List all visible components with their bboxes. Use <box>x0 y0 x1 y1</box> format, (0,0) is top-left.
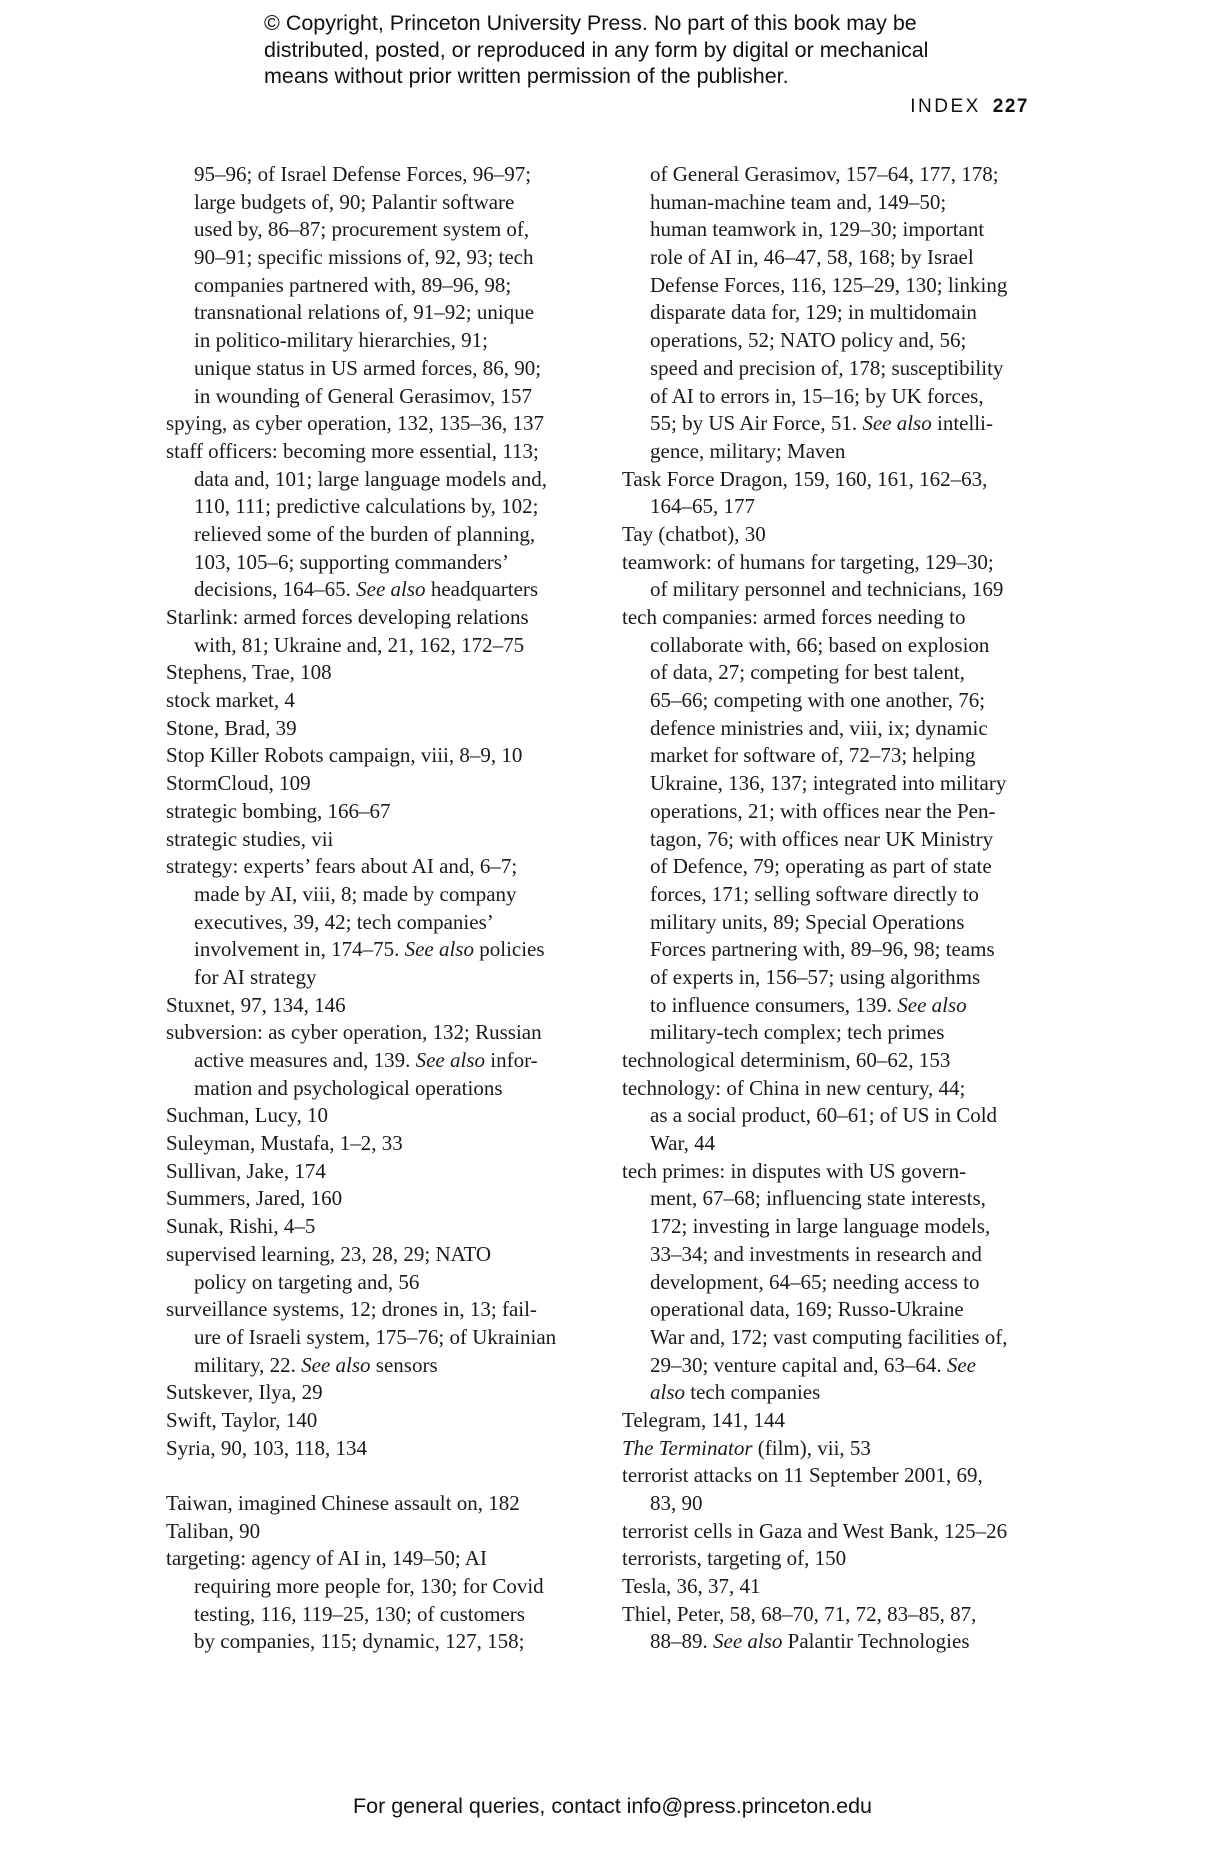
index-subentry-line <box>166 1601 596 1629</box>
index-subentry-line <box>622 659 1052 687</box>
index-text: gence, military; Maven <box>650 438 846 463</box>
index-text: StormCloud, 109 <box>166 771 311 796</box>
index-text: 90–91; specific missions of, 92, 93; tech <box>194 245 534 270</box>
index-subentry-line <box>166 881 596 909</box>
index-text: relieved some of the burden of planning, <box>194 521 536 546</box>
index-text: Sunak, Rishi, 4–5 <box>166 1214 316 1239</box>
index-text: of General Gerasimov, 157–64, 177, 178; <box>650 162 999 186</box>
index-text: 110, 111; predictive calculations by, 102; <box>194 494 539 519</box>
index-cross-reference: See also <box>301 1352 371 1377</box>
copyright-line: © Copyright, Princeton University Press. No part of this book may be <box>264 11 917 35</box>
index-text: Suleyman, Mustafa, 1–2, 33 <box>166 1131 403 1156</box>
index-entry-line <box>166 770 596 798</box>
index-subentry-line <box>622 1490 1052 1518</box>
index-subentry-line <box>622 216 1052 244</box>
index-text: active measures and, 139. <box>194 1048 411 1072</box>
index-text: 103, 105–6; supporting commanders’ <box>194 549 509 574</box>
index-text: executives, 39, 42; tech companies’ <box>194 909 494 934</box>
index-entry-line <box>166 715 596 743</box>
index-text: surveillance systems, 12; drones in, 13; fail- <box>166 1297 537 1322</box>
index-subentry-line <box>166 632 596 660</box>
index-entry-line <box>166 826 596 854</box>
index-text: Taliban, 90 <box>166 1518 261 1543</box>
index-text: military-tech complex; tech primes <box>650 1020 945 1045</box>
index-text: companies partnered with, 89–96, 98; <box>194 272 512 297</box>
index-text: 164–65, 177 <box>650 494 755 519</box>
index-entry-line <box>622 1573 1052 1601</box>
index-subentry-line <box>166 549 596 577</box>
index-text: ure of Israeli system, 175–76; of Ukrainian <box>194 1324 557 1349</box>
index-entry-line <box>622 466 1052 494</box>
index-text: of Defence, 79; operating as part of state <box>650 854 992 879</box>
index-text: Forces partnering with, 89–96, 98; teams <box>650 937 995 962</box>
index-text: military, 22. <box>194 1352 296 1377</box>
index-text: strategy: experts’ fears about AI and, 6–7; <box>166 854 518 879</box>
index-subentry-line <box>622 272 1052 300</box>
index-subentry-line <box>622 1628 1052 1656</box>
index-entry-line <box>166 1296 596 1324</box>
index-subentry-line <box>622 992 1052 1020</box>
index-subentry-line <box>622 327 1052 355</box>
index-subentry-line <box>622 189 1052 217</box>
index-text: with, 81; Ukraine and, 21, 162, 172–75 <box>194 632 525 657</box>
index-subentry-line <box>166 1047 596 1075</box>
index-text: intelli- <box>936 411 993 436</box>
index-text: 65–66; competing with one another, 76; <box>650 688 986 713</box>
index-entry-line <box>166 1158 596 1186</box>
index-subentry-line <box>622 715 1052 743</box>
index-subentry-line <box>166 1075 596 1103</box>
index-subentry-line <box>622 1379 1052 1407</box>
index-subentry-line <box>166 355 596 383</box>
index-text: infor- <box>490 1048 538 1072</box>
index-entry-line <box>622 521 1052 549</box>
index-text: requiring more people for, 130; for Covid <box>194 1574 544 1599</box>
index-subentry-line <box>622 438 1052 466</box>
index-text: Telegram, 141, 144 <box>622 1407 785 1432</box>
index-subentry-line <box>166 1573 596 1601</box>
index-text: ment, 67–68; influencing state interests, <box>650 1186 986 1211</box>
index-text: Stop Killer Robots campaign, viii, 8–9, 10 <box>166 743 523 768</box>
index-entry-line <box>622 1407 1052 1435</box>
index-text: policy on targeting and, 56 <box>194 1269 420 1294</box>
index-subentry-line <box>622 826 1052 854</box>
index-text: development, 64–65; needing access to <box>650 1269 980 1294</box>
index-entry-line <box>166 1379 596 1407</box>
index-text: Sullivan, Jake, 174 <box>166 1158 326 1183</box>
index-text: of military personnel and technicians, 169 <box>650 577 1004 602</box>
index-entry-line <box>166 1435 596 1463</box>
index-subentry-line <box>166 493 596 521</box>
index-entry-line <box>166 604 596 632</box>
index-text: policies <box>479 937 545 962</box>
index-subentry-line <box>166 244 596 272</box>
index-entry-line <box>622 1047 1052 1075</box>
index-subentry-line <box>166 1324 596 1352</box>
index-cross-reference: See also <box>356 577 426 602</box>
index-entry-line <box>622 1462 1052 1490</box>
index-text: as a social product, 60–61; of US in Cold <box>650 1103 998 1128</box>
index-text: stock market, 4 <box>166 688 295 713</box>
index-subentry-line <box>166 1269 596 1297</box>
index-subentry-line <box>166 272 596 300</box>
index-cross-reference: See also <box>713 1629 783 1654</box>
index-subentry-line <box>166 1628 596 1656</box>
index-text: of AI to errors in, 15–16; by UK forces, <box>650 383 984 408</box>
index-text: of experts in, 156–57; using algorithms <box>650 964 981 989</box>
index-subentry-line <box>622 493 1052 521</box>
index-subentry-line <box>622 1269 1052 1297</box>
index-text: supervised learning, 23, 28, 29; NATO <box>166 1241 492 1266</box>
index-text: 33–34; and investments in research and <box>650 1241 982 1266</box>
index-subentry-line <box>622 964 1052 992</box>
index-subentry-line <box>622 1130 1052 1158</box>
footer-contact: For general queries, contact info@press.princeton.edu <box>352 1794 872 1818</box>
index-subentry-line <box>622 687 1052 715</box>
index-subentry-line <box>166 1352 596 1380</box>
index-text: 55; by US Air Force, 51. <box>650 411 858 436</box>
index-subentry-line <box>622 881 1052 909</box>
index-text: 95–96; of Israel Defense Forces, 96–97; <box>194 162 532 186</box>
index-text: military units, 89; Special Operations <box>650 909 965 934</box>
index-text: used by, 86–87; procurement system of, <box>194 217 530 242</box>
index-text: Swift, Taylor, 140 <box>166 1407 318 1432</box>
index-subentry-line <box>622 1324 1052 1352</box>
copyright-line: distributed, posted, or reproduced in any form by digital or mechanical <box>264 37 929 62</box>
index-text: decisions, 164–65. <box>194 577 351 602</box>
index-subentry-line <box>622 853 1052 881</box>
index-entry-line <box>622 1601 1052 1629</box>
index-text: large budgets of, 90; Palantir software <box>194 189 515 214</box>
index-entry-line <box>166 687 596 715</box>
index-entry-line <box>622 1435 1052 1463</box>
index-text: technology: of China in new century, 44; <box>622 1075 966 1100</box>
index-entry-line <box>166 1130 596 1158</box>
index-cross-reference: also <box>650 1380 686 1405</box>
index-subentry-line <box>622 355 1052 383</box>
index-text: transnational relations of, 91–92; unique <box>194 300 535 325</box>
index-entry-line <box>622 1545 1052 1573</box>
index-text: in politico-military hierarchies, 91; <box>194 328 488 353</box>
index-text: Stone, Brad, 39 <box>166 715 297 740</box>
index-subentry-line <box>622 1185 1052 1213</box>
index-subentry-line <box>622 244 1052 272</box>
index-entry-line <box>622 1518 1052 1546</box>
index-subentry-line <box>622 742 1052 770</box>
index-text: speed and precision of, 178; susceptibility <box>650 355 1004 380</box>
index-subentry-line <box>622 383 1052 411</box>
index-text: 83, 90 <box>650 1491 703 1515</box>
index-text: Stephens, Trae, 108 <box>166 660 332 685</box>
copyright-notice <box>264 10 1024 90</box>
index-entry-line <box>166 853 596 881</box>
index-text: Tesla, 36, 37, 41 <box>622 1574 761 1599</box>
index-subentry-line <box>166 576 596 604</box>
index-entry-line <box>622 604 1052 632</box>
index-text: testing, 116, 119–25, 130; of customers <box>194 1601 525 1626</box>
index-subentry-line <box>166 466 596 494</box>
index-text: for AI strategy <box>194 964 317 989</box>
index-entry-line <box>166 438 596 466</box>
index-text: terrorist cells in Gaza and West Bank, 125–26 <box>622 1518 1008 1543</box>
index-entry-line <box>166 659 596 687</box>
index-subentry-line <box>622 1241 1052 1269</box>
index-text: forces, 171; selling software directly to <box>650 881 979 906</box>
index-subentry-line <box>166 521 596 549</box>
index-text: Syria, 90, 103, 118, 134 <box>166 1435 368 1460</box>
index-cross-reference: See also <box>415 1048 485 1072</box>
index-entry-line <box>166 1407 596 1435</box>
index-entry-line <box>166 1019 596 1047</box>
index-text: Stuxnet, 97, 134, 146 <box>166 992 346 1017</box>
index-text: 88–89. <box>650 1629 708 1654</box>
index-text: role of AI in, 46–47, 58, 168; by Israel <box>650 245 974 270</box>
index-text: Taiwan, imagined Chinese assault on, 182 <box>166 1491 520 1515</box>
index-text: defence ministries and, viii, ix; dynamic <box>650 715 988 740</box>
index-entry-line <box>622 1075 1052 1103</box>
index-text: strategic bombing, 166–67 <box>166 798 391 823</box>
index-entry-line <box>166 1545 596 1573</box>
index-text: teamwork: of humans for targeting, 129–30; <box>622 549 994 574</box>
index-text: tech companies <box>690 1380 821 1405</box>
index-text: market for software of, 72–73; helping <box>650 743 976 768</box>
index-text: tech primes: in disputes with US govern- <box>622 1158 967 1183</box>
index-text: mation and psychological operations <box>194 1075 503 1100</box>
index-entry-line <box>166 1213 596 1241</box>
index-subentry-line <box>622 632 1052 660</box>
index-text: human-machine team and, 149–50; <box>650 189 947 214</box>
index-text: 172; investing in large language models, <box>650 1214 991 1239</box>
index-entry-line <box>166 992 596 1020</box>
index-text: operations, 21; with offices near the Pen- <box>650 798 996 823</box>
index-subentry-line <box>622 1019 1052 1047</box>
index-text: of data, 27; competing for best talent, <box>650 660 965 685</box>
index-text: Defense Forces, 116, 125–29, 130; linking <box>650 272 1008 297</box>
index-subentry-line <box>166 964 596 992</box>
index-cross-reference: The Terminator <box>622 1435 753 1460</box>
index-text: War and, 172; vast computing facilities of, <box>650 1324 1008 1349</box>
index-cross-reference: See also <box>862 411 932 436</box>
index-text: operations, 52; NATO policy and, 56; <box>650 328 967 353</box>
running-head <box>910 96 1029 118</box>
index-text: Sutskever, Ilya, 29 <box>166 1380 323 1405</box>
index-subentry-line <box>166 327 596 355</box>
index-entry-line <box>622 549 1052 577</box>
index-subentry-line <box>622 1296 1052 1324</box>
index-text: spying, as cyber operation, 132, 135–36, 137 <box>166 411 544 436</box>
index-text: to influence consumers, 139. <box>650 992 893 1017</box>
index-text: Thiel, Peter, 58, 68–70, 71, 72, 83–85, 87, <box>622 1601 977 1626</box>
index-subentry-line <box>166 909 596 937</box>
index-text: involvement in, 174–75. <box>194 937 400 962</box>
index-subentry-line <box>166 383 596 411</box>
index-subentry-line <box>622 936 1052 964</box>
index-text: tagon, 76; with offices near UK Ministry <box>650 826 994 851</box>
index-subentry-line <box>166 189 596 217</box>
index-subentry-line <box>622 798 1052 826</box>
index-entry-line <box>166 1102 596 1130</box>
index-text: 29–30; venture capital and, 63–64. <box>650 1352 942 1377</box>
index-subentry-line <box>166 936 596 964</box>
index-text: staff officers: becoming more essential, 113; <box>166 438 539 463</box>
index-text: subversion: as cyber operation, 132; Russian <box>166 1020 542 1045</box>
index-entry-line <box>166 742 596 770</box>
index-text: terrorists, targeting of, 150 <box>622 1546 847 1571</box>
running-head-section: INDEX <box>910 96 981 117</box>
index-entry-line <box>166 1490 596 1518</box>
index-text: strategic studies, vii <box>166 826 334 851</box>
index-text: made by AI, viii, 8; made by company <box>194 881 517 906</box>
index-text: technological determinism, 60–62, 153 <box>622 1048 951 1072</box>
index-text: sensors <box>375 1352 438 1377</box>
index-letter-gap <box>166 1462 596 1490</box>
index-text: terrorist attacks on 11 September 2001, 69, <box>622 1463 983 1488</box>
index-subentry-line <box>166 299 596 327</box>
index-text: (film), vii, 53 <box>757 1435 871 1460</box>
index-text: targeting: agency of AI in, 149–50; AI <box>166 1546 487 1571</box>
index-text: Starlink: armed forces developing relations <box>166 605 529 629</box>
page-number: 227 <box>992 96 1029 117</box>
index-entry-line <box>622 1158 1052 1186</box>
index-text: headquarters <box>430 577 539 602</box>
index-entry-line <box>166 798 596 826</box>
index-entry-line <box>166 1241 596 1269</box>
index-column-right <box>622 161 1052 1656</box>
index-entry-line <box>166 410 596 438</box>
index-text: Tay (chatbot), 30 <box>622 521 766 546</box>
index-subentry-line <box>622 299 1052 327</box>
index-column-left <box>166 161 596 1656</box>
index-subentry-line <box>166 161 596 189</box>
index-text: tech companies: armed forces needing to <box>622 605 966 629</box>
index-subentry-line <box>166 216 596 244</box>
copyright-line: means without prior written permission of the publisher. <box>264 64 789 88</box>
index-text: human teamwork in, 129–30; important <box>650 217 985 242</box>
index-text: Suchman, Lucy, 10 <box>166 1103 328 1128</box>
index-subentry-line <box>622 770 1052 798</box>
index-text: War, 44 <box>650 1131 716 1156</box>
index-text: unique status in US armed forces, 86, 90; <box>194 355 542 380</box>
index-subentry-line <box>622 410 1052 438</box>
index-subentry-line <box>622 576 1052 604</box>
index-entry-line <box>166 1185 596 1213</box>
index-subentry-line <box>622 1102 1052 1130</box>
index-entry-line <box>166 1518 596 1546</box>
index-text: Palantir Technologies <box>787 1629 970 1654</box>
index-text: Summers, Jared, 160 <box>166 1186 343 1211</box>
index-subentry-line <box>622 1213 1052 1241</box>
index-subentry-line <box>622 161 1052 189</box>
index-text: in wounding of General Gerasimov, 157 <box>194 383 533 408</box>
index-text: by companies, 115; dynamic, 127, 158; <box>194 1629 525 1654</box>
index-subentry-line <box>622 1352 1052 1380</box>
index-text: Ukraine, 136, 137; integrated into military <box>650 771 1007 796</box>
index-text: Task Force Dragon, 159, 160, 161, 162–63, <box>622 466 988 491</box>
index-cross-reference: See <box>946 1352 976 1377</box>
index-cross-reference: See also <box>404 937 474 962</box>
index-text: operational data, 169; Russo-Ukraine <box>650 1297 964 1322</box>
index-text: data and, 101; large language models and, <box>194 466 548 491</box>
index-text: disparate data for, 129; in multidomain <box>650 300 977 325</box>
index-text: collaborate with, 66; based on explosion <box>650 632 990 657</box>
index-subentry-line <box>622 909 1052 937</box>
index-cross-reference: See also <box>897 992 967 1017</box>
